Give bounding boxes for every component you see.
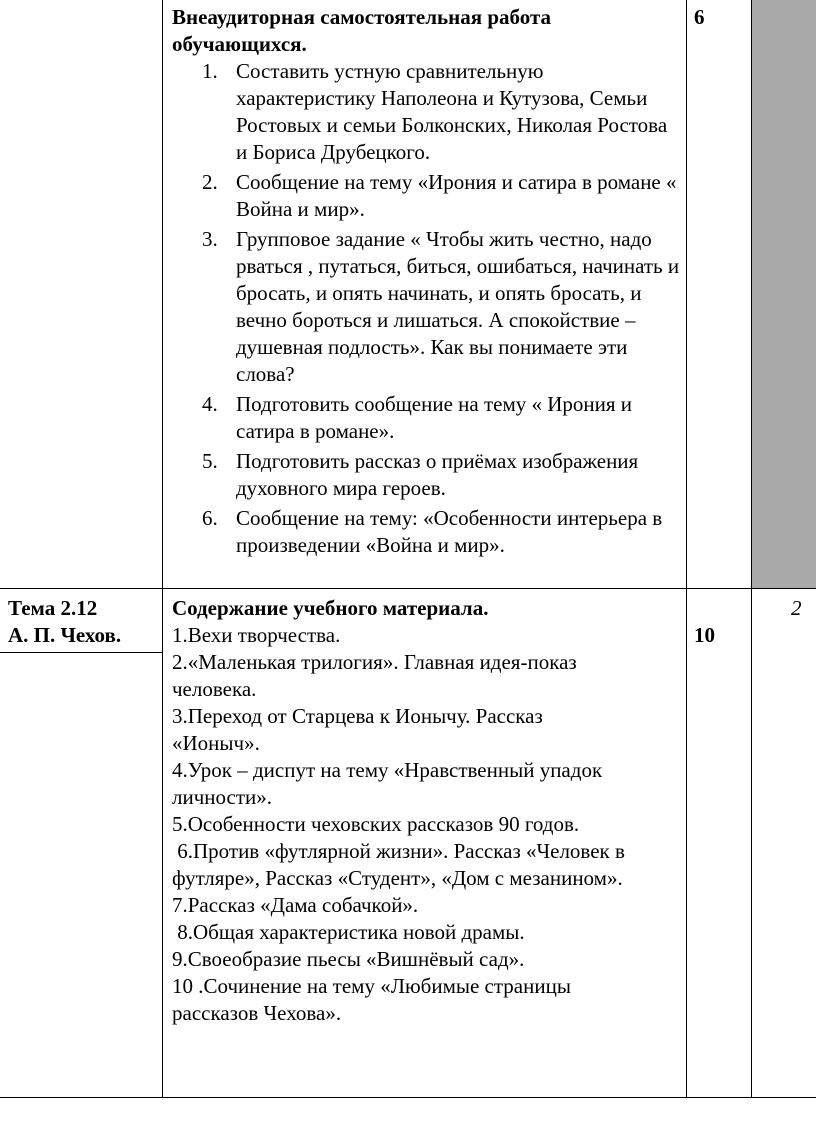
list-item-number: 5. xyxy=(202,449,218,473)
topic-name: А. П. Чехов. xyxy=(8,623,122,647)
list-item-text: Сообщение на тему: «Особенности интерьера в произведении «Война и мир». xyxy=(236,506,663,557)
content-heading: Содержание учебного материала. xyxy=(172,596,489,620)
self-study-heading: Внеаудиторная самостоятельная работа обучающихся. xyxy=(172,5,552,56)
list-item-number: 3. xyxy=(202,227,218,251)
topic-title xyxy=(8,595,158,649)
list-item: 3.Переход от Старцева к Ионычу. Рассказ «Ионыч». xyxy=(172,704,543,755)
list-item xyxy=(172,226,682,388)
list-item-text: Подготовить рассказ о приёмах изображения духовного мира героев. xyxy=(236,449,639,500)
list-item xyxy=(172,169,682,223)
list-item: 2.«Маленькая трилогия». Главная идея-показ человека. xyxy=(172,650,577,701)
list-item: 5.Особенности чеховских рассказов 90 годов. xyxy=(172,812,580,836)
list-item-number: 1. xyxy=(202,59,218,83)
level-column-shading xyxy=(751,0,816,588)
self-study-cell xyxy=(172,4,682,559)
list-item-number: 4. xyxy=(202,392,218,416)
list-item: 8.Общая характеристика новой драмы. xyxy=(172,920,525,944)
task-list xyxy=(172,58,682,559)
content-cell xyxy=(172,595,682,1027)
mastery-level: 2 xyxy=(791,596,802,620)
topic-underline xyxy=(0,652,162,653)
list-item xyxy=(172,58,682,166)
list-item: 6.Против «футлярной жизни». Рассказ «Человек в футляре», Рассказ «Студент», «Дом с мезанином». xyxy=(172,839,631,890)
list-item: 10 .Сочинение на тему «Любимые страницы рассказов Чехова». xyxy=(172,974,571,1025)
list-item-text: Сообщение на тему «Ирония и сатира в романе « Война и мир». xyxy=(236,170,677,221)
list-item xyxy=(172,391,682,445)
row-divider xyxy=(0,588,816,589)
list-item: 9.Своеобразие пьесы «Вишнёвый сад». xyxy=(172,947,525,971)
table-bottom-line xyxy=(0,1097,816,1098)
list-item: 4.Урок – диспут на тему «Нравственный упадок личности». xyxy=(172,758,603,809)
list-item-text: Составить устную сравнительную характеристику Наполеона и Кутузова, Семьи Ростовых и семьи Болконских, Николая Ростова и Бориса Друбецкого. xyxy=(236,59,668,164)
list-item: 7.Рассказ «Дама собачкой». xyxy=(172,893,419,917)
hours-value: 6 xyxy=(694,5,705,29)
grid-line xyxy=(686,0,687,1097)
list-item-text: Подготовить сообщение на тему « Ирония и сатира в романе». xyxy=(236,392,633,443)
list-item xyxy=(172,505,682,559)
list-item: 1.Вехи творчества. xyxy=(172,623,341,647)
topic-number: Тема 2.12 xyxy=(8,596,98,620)
list-item xyxy=(172,448,682,502)
hours-value: 10 xyxy=(694,623,715,647)
grid-line xyxy=(162,0,163,1097)
list-item-number: 6. xyxy=(202,506,218,530)
list-item-number: 2. xyxy=(202,170,218,194)
list-item-text: Групповое задание « Чтобы жить честно, надо рваться , путаться, биться, ошибаться, начинать и бросать, и опять начинать, и опять бросать, и вечно бороться и лишаться. А спокойствие – душевная подлость». Как вы понимаете эти слова? xyxy=(236,227,680,386)
grid-line xyxy=(751,0,752,1097)
